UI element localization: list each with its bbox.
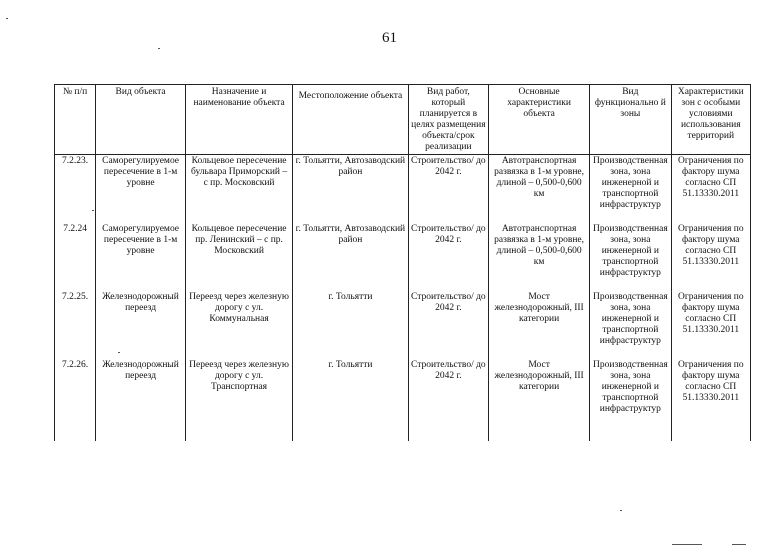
scan-speck: [732, 544, 746, 545]
header-works: Вид работ, который планируется в целях размещения объекта/срок реализации: [408, 85, 488, 155]
scan-speck: [620, 510, 622, 511]
cell-works: Строительство/ до 2042 г.: [408, 359, 488, 441]
cell-num: 7.2.23.: [55, 155, 96, 224]
header-purpose: Назначение и наименование объекта: [185, 85, 292, 155]
cell-restrictions: Ограничения по фактору шума согласно СП 51.13330.2011: [671, 223, 750, 291]
header-location: Местоположение объекта: [293, 85, 408, 155]
table-row: [55, 155, 751, 224]
scan-speck: [158, 48, 160, 49]
cell-object-type: Железнодорожный переезд: [96, 359, 186, 441]
page-number: 61: [382, 30, 397, 46]
scan-speck: [6, 18, 8, 19]
cell-location: г. Тольятти: [293, 291, 408, 359]
cell-zone-type: Производственная зона, зона инженерной и транспортной инфраструктур: [590, 291, 671, 359]
cell-purpose: Кольцевое пересечение пр. Ленинский – с пр. Московский: [185, 223, 292, 291]
cell-characteristics: Автотранспортная развязка в 1-м уровне, длиной – 0,500-0,600 км: [489, 223, 590, 291]
cell-location: г. Тольятти, Автозаводский район: [293, 223, 408, 291]
cell-object-type: Саморегулируемое пересечение в 1-м уровне: [96, 223, 186, 291]
table-header-row: [55, 85, 751, 155]
scan-speck: [118, 352, 120, 353]
cell-zone-type: Производственная зона, зона инженерной и транспортной инфраструктур: [590, 223, 671, 291]
table-row: [55, 223, 751, 291]
cell-characteristics: Мост железнодорожный, III категории: [489, 359, 590, 441]
cell-characteristics: Мост железнодорожный, III категории: [489, 291, 590, 359]
header-num: № п/п: [55, 85, 96, 155]
table-row: [55, 291, 751, 359]
cell-purpose: Кольцевое пересечение бульвара Приморский – с пр. Московский: [185, 155, 292, 224]
scan-speck: [92, 210, 94, 211]
header-characteristics: Основные характеристики объекта: [489, 85, 590, 155]
cell-works: Строительство/ до 2042 г.: [408, 155, 488, 224]
cell-restrictions: Ограничения по фактору шума согласно СП 51.13330.2011: [671, 291, 750, 359]
cell-purpose: Переезд через железную дорогу с ул. Транспортная: [185, 359, 292, 441]
cell-works: Строительство/ до 2042 г.: [408, 223, 488, 291]
header-restrictions: Характеристики зон с особыми условиями использования территорий: [671, 85, 750, 155]
cell-characteristics: Автотранспортная развязка в 1-м уровне, длиной – 0,500-0,600 км: [489, 155, 590, 224]
cell-zone-type: Производственная зона, зона инженерной и транспортной инфраструктур: [590, 155, 671, 224]
cell-restrictions: Ограничения по фактору шума согласно СП 51.13330.2011: [671, 359, 750, 441]
cell-location: г. Тольятти, Автозаводский район: [293, 155, 408, 224]
cell-num: 7.2.24: [55, 223, 96, 291]
header-zone-type: Вид функционально й зоны: [590, 85, 671, 155]
cell-location: г. Тольятти: [293, 359, 408, 441]
scan-speck: [672, 544, 702, 545]
header-object-type: Вид объекта: [96, 85, 186, 155]
cell-zone-type: Производственная зона, зона инженерной и транспортной инфраструктур: [590, 359, 671, 441]
cell-restrictions: Ограничения по фактору шума согласно СП 51.13330.2011: [671, 155, 750, 224]
cell-num: 7.2.25.: [55, 291, 96, 359]
cell-object-type: Саморегулируемое пересечение в 1-м уровне: [96, 155, 186, 224]
cell-purpose: Переезд через железную дорогу с ул. Коммунальная: [185, 291, 292, 359]
objects-table: [54, 84, 751, 441]
cell-works: Строительство/ до 2042 г.: [408, 291, 488, 359]
cell-num: 7.2.26.: [55, 359, 96, 441]
table-row: [55, 359, 751, 441]
cell-object-type: Железнодорожный переезд: [96, 291, 186, 359]
